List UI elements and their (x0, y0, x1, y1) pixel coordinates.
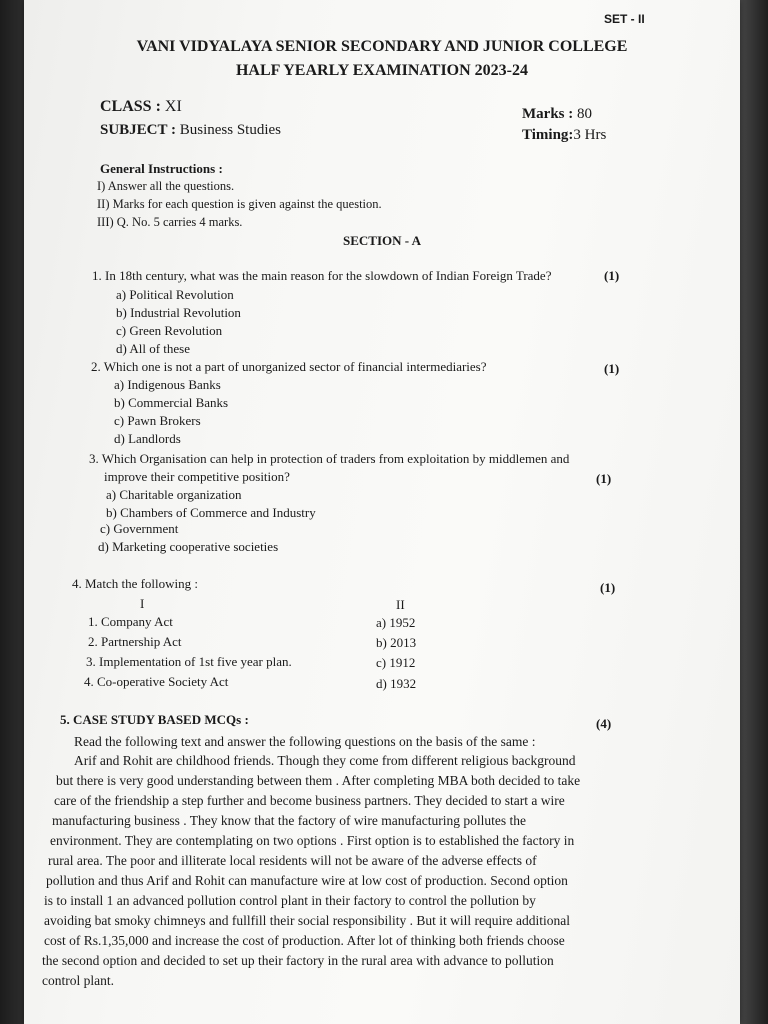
match-col1-item: 2. Partnership Act (88, 634, 182, 649)
instruction-item: II) Marks for each question is given against the question. (97, 197, 382, 211)
case-study-line: but there is very good understanding between them . After completing MBA both decided to take (56, 773, 581, 788)
match-col2-header: II (396, 597, 405, 612)
match-col1-item: 1. Company Act (88, 614, 173, 629)
class-value: XI (164, 98, 182, 115)
question-2-text: 2. Which one is not a part of unorganized sector of financial intermediaries? (91, 359, 487, 374)
subject-label: SUBJECT : (100, 122, 176, 138)
case-study-line: care of the friendship a step further and become business partners. They decided to start a wire (54, 793, 565, 808)
subject-value: Business Studies (179, 122, 282, 138)
question-2-option: a) Indigenous Banks (114, 377, 221, 392)
question-3-option: b) Chambers of Commerce and Industry (106, 505, 316, 520)
question-3-marks: (1) (596, 471, 612, 486)
subject-info (100, 122, 281, 139)
question-5-title: 5. CASE STUDY BASED MCQs : (60, 712, 249, 727)
question-2-marks: (1) (604, 361, 620, 376)
question-3-text: 3. Which Organisation can help in protection of traders from exploitation by middlemen and (89, 451, 570, 466)
question-2-option: c) Pawn Brokers (114, 413, 201, 428)
case-study-line: the second option and decided to set up their factory in the rural area with advance to pollution (42, 953, 554, 968)
question-1-option: d) All of these (116, 341, 191, 356)
case-study-line: control plant. (42, 973, 114, 988)
question-3-text-cont: improve their competitive position? (104, 469, 290, 484)
question-1-marks: (1) (604, 268, 620, 283)
marks-value: 80 (577, 106, 592, 122)
question-2-option: b) Commercial Banks (114, 395, 229, 410)
match-col2-item: b) 2013 (376, 635, 417, 650)
question-5-marks: (4) (596, 716, 612, 731)
question-1-option: c) Green Revolution (116, 323, 223, 338)
marks-info (522, 106, 592, 123)
match-col2-item: d) 1932 (376, 676, 417, 691)
question-3-option: a) Charitable organization (106, 487, 242, 502)
question-3-option: d) Marketing cooperative societies (98, 539, 279, 554)
timing-info (522, 127, 606, 144)
background-right (738, 0, 768, 1024)
timing-label: Timing: (522, 127, 574, 143)
question-2-option: d) Landlords (114, 431, 181, 446)
match-col2-item: c) 1912 (376, 655, 416, 670)
question-1-option: a) Political Revolution (116, 287, 234, 302)
question-1-text: 1. In 18th century, what was the main reason for the slowdown of Indian Foreign Trade? (92, 268, 552, 283)
set-label: SET - II (604, 12, 645, 26)
match-col1-item: 3. Implementation of 1st five year plan. (86, 654, 292, 669)
instructions-title: General Instructions : (100, 161, 223, 176)
class-label: CLASS : (100, 98, 161, 115)
match-col1-header: I (140, 596, 145, 611)
case-study-line: manufacturing business . They know that the factory of wire manufacturing pollutes the (52, 813, 526, 828)
exam-paper (24, 0, 740, 1024)
question-3-option: c) Government (100, 521, 179, 536)
section-heading: SECTION - A (342, 233, 422, 248)
question-1-option: b) Industrial Revolution (116, 305, 241, 320)
match-col2-item: a) 1952 (376, 615, 416, 630)
class-info (100, 98, 182, 116)
case-study-line: is to install 1 an advanced pollution control plant in their factory to control the pollution by (44, 893, 536, 908)
exam-title: HALF YEARLY EXAMINATION 2023-24 (235, 62, 528, 79)
instruction-item: III) Q. No. 5 carries 4 marks. (97, 215, 243, 229)
instruction-item: I) Answer all the questions. (97, 179, 235, 193)
match-col1-item: 4. Co-operative Society Act (84, 674, 229, 689)
question-5-instruction: Read the following text and answer the following questions on the basis of the same : (74, 734, 536, 749)
case-study-line: avoiding bat smoky chimneys and fullfill their social responsibility . But it will require additional (44, 913, 571, 928)
school-name: VANI VIDYALAYA SENIOR SECONDARY AND JUNIOR COLLEGE (136, 38, 628, 55)
timing-value: 3 Hrs (573, 127, 607, 143)
case-study-line: pollution and thus Arif and Rohit can manufacture wire at low cost of production. Second option (46, 873, 568, 888)
case-study-line: environment. They are contemplating on two options . First option is to established the factory in (50, 833, 575, 848)
case-study-line: rural area. The poor and illiterate local residents will not be aware of the adverse effects of (48, 853, 537, 868)
question-4-text: 4. Match the following : (72, 576, 199, 591)
case-study-line: cost of Rs.1,35,000 and increase the cost of production. After lot of thinking both friends choose (44, 933, 565, 948)
question-4-marks: (1) (600, 580, 616, 595)
marks-label: Marks : (522, 106, 574, 122)
case-study-line: Arif and Rohit are childhood friends. Though they come from different religious background (74, 753, 576, 768)
